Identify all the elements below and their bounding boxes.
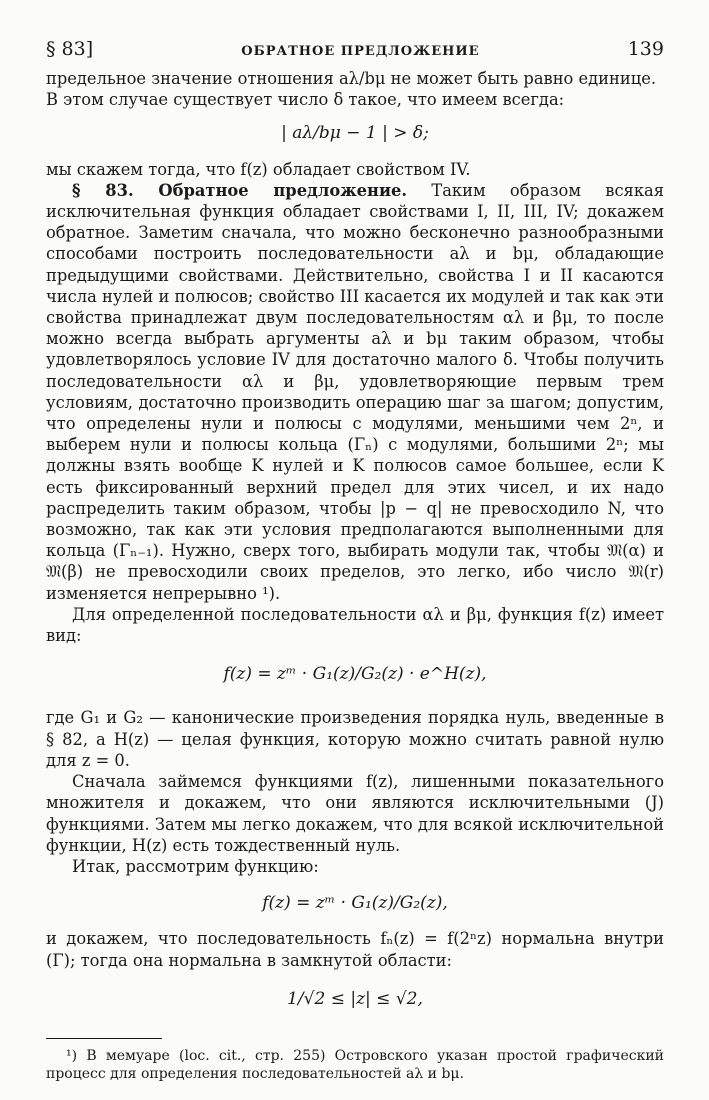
page-number: 139 <box>627 38 664 60</box>
section-83-paragraph <box>46 180 664 604</box>
intro-line-2: В этом случае существует число δ такое, что имеем всегда: <box>46 90 565 110</box>
header-title: ОБРАТНОЕ ПРЕДЛОЖЕНИЕ <box>241 44 480 59</box>
paragraph-exceptional-functions: Сначала займемся функциями f(z), лишенными показательного множителя и докажем, что они являются исключительными (J) функциями. Затем мы легко докажем, что для всякой исключительной функции, H(z) есть тождественный нуль. <box>46 772 664 855</box>
book-page <box>46 38 664 1083</box>
footnote-divider <box>46 1038 162 1039</box>
paragraph-normal-sequence: и докажем, что последовательность fₙ(z) = f(2ⁿz) нормальна внутри (Γ); тогда она нормальна в замкнутой области: <box>46 929 664 970</box>
formula-annulus: 1/√2 ≤ |z| ≤ √2, <box>287 988 423 1009</box>
main-paragraph: Таким образом всякая исключительная функция обладает свойствами I, II, III, IV; докажем обратное. Заметим сначала, что можно бесконечно разнообразными способами построить последовательности aλ и bμ, обладающие предыдущими свойствами. Действительно, свойства I и II касаются числа нулей и полюсов; свойство III касается их модулей и так как эти свойства принадлежат двум последовательностям αλ и βμ, то после можно всегда выбрать аргументы aλ и bμ таким образом, чтобы удовлетворялось условие IV для достаточно малого δ. Чтобы получить последовательности αλ и βμ, удовлетворяющие первым трем условиям, достаточно производить операцию шаг за шагом; допустим, что определены нули и полюсы с модулями, меньшими чем 2ⁿ, и выберем нули и полюсы кольца (Γₙ) с модулями, большими 2ⁿ; мы должны взять вообще K нулей и K полюсов самое большее, если K есть фиксированный верхний предел для этих чисел, и их надо распределить таким образом, чтобы |p − q| не превосходило N, что возможно, так как эти условия предполагаются выполненными для кольца (Γₙ₋₁). Нужно, сверх того, выбирать модули так, чтобы 𝔐(α) и 𝔐(β) не превосходили своих пределов, это легко, ибо число 𝔐(r) изменяется непрерывно ¹). <box>46 180 664 603</box>
header-section-ref: § 83] <box>46 38 94 60</box>
footnote: ¹) В мемуаре (loc. cit., стр. 255) Островского указан простой графический процесс для определения последовательностей aλ и bμ. <box>46 1047 664 1082</box>
after-formula-1: мы скажем тогда, что f(z) обладает свойством IV. <box>46 159 471 179</box>
paragraph-canonical-products: где G₁ и G₂ — канонические произведения порядка нуль, введенные в § 82, а H(z) — целая функция, которую можно считать равной нулю для z = 0. <box>46 708 664 770</box>
intro-line-1: предельное значение отношения aλ/bμ не может быть равно единице. <box>46 69 657 88</box>
running-header <box>46 38 664 68</box>
section-heading: § 83. Обратное предложение. <box>72 180 408 200</box>
formula-f-of-z-with-exp: f(z) = zᵐ · G₁(z)/G₂(z) · e^H(z), <box>223 664 487 685</box>
formula-inequality-delta: | aλ/bμ − 1 | > δ; <box>281 123 429 144</box>
paragraph-sequence: Для определенной последовательности αλ и βμ, функция f(z) имеет вид: <box>46 604 664 646</box>
formula-f-of-z: f(z) = zᵐ · G₁(z)/G₂(z), <box>262 893 448 914</box>
paragraph-consider-function: Итак, рассмотрим функцию: <box>72 856 319 876</box>
body-text <box>46 68 664 1010</box>
